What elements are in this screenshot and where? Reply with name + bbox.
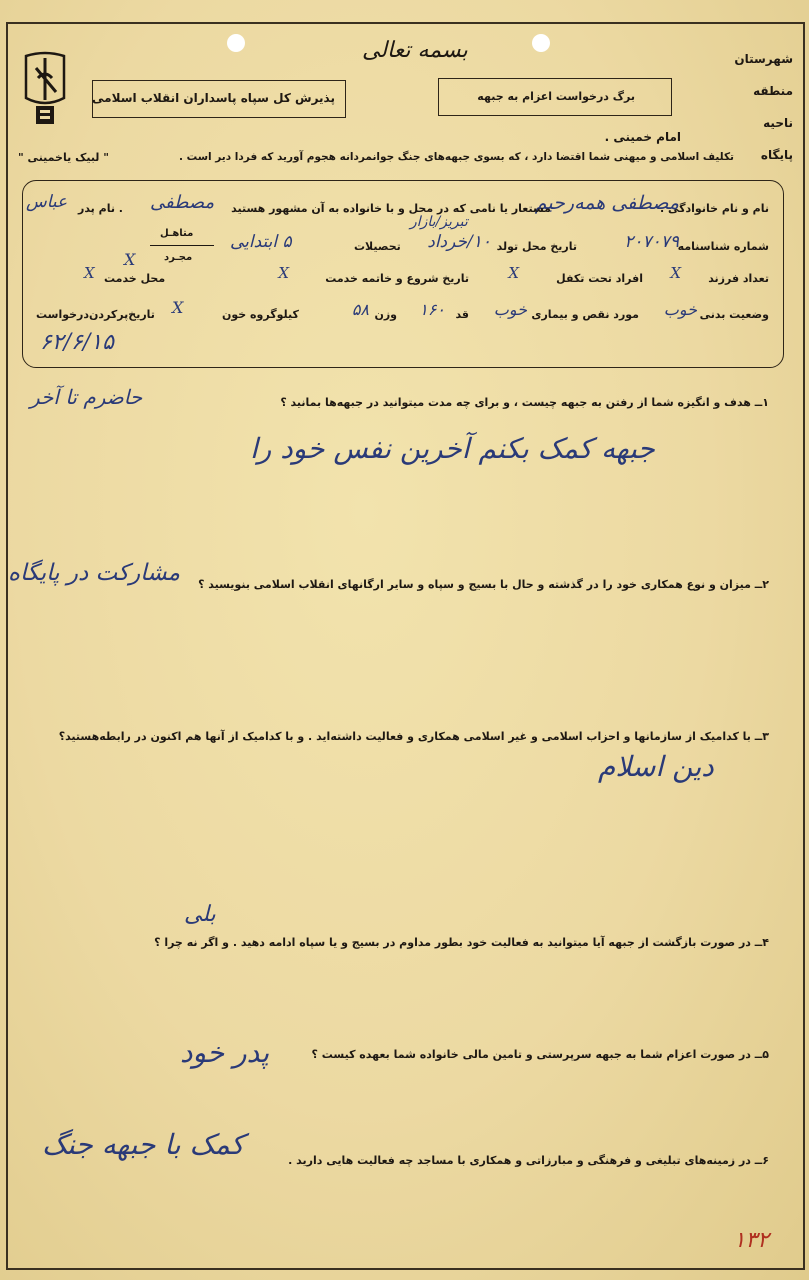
label-base: پایگاه (760, 148, 793, 162)
health-label: وضعیت بدنی (699, 308, 769, 321)
id-value: ۲۰۷۰۷۹ (624, 232, 679, 252)
marital-divider (150, 245, 214, 246)
slogan: " لبیک یاخمینی " (18, 151, 109, 164)
name-value: مصطفی همه‌رحیم (534, 192, 679, 214)
label-region: منطقه (753, 84, 793, 98)
defect-label: مورد نقص و بیماری (531, 308, 639, 321)
education-value: ۵ ابتدایی (230, 232, 292, 252)
health-value: خوب (663, 300, 697, 319)
height-label: قد (455, 308, 469, 321)
question-4: ۴ــ در صورت بازگشت از جبهه آیا میتوانید به فعالیت خود بطور مداوم در بسیج و یا سپاه ادامه دهید . و اگر نه چرا ؟ (154, 936, 769, 949)
father-value: عباس (26, 192, 68, 212)
weight-value: ۵۸ (351, 300, 369, 319)
blood-mark: X (172, 298, 184, 317)
service-dates-mark: X (278, 264, 289, 282)
label-district: ناحیه (763, 116, 793, 130)
question-1: ۱ــ هدف و انگیزه شما از رفتن به جبهه چیست ، و برای چه مدت میتوانید در جبهه‌ها بمانید ؟ (280, 396, 769, 409)
org-title: پذیرش کل سپاه پاسداران انقلاب اسلامی (92, 91, 335, 105)
label-city: شهرستان (734, 52, 793, 66)
birth-value: ۱۰/خرداد (427, 232, 491, 252)
marital-top: متاهـل (160, 228, 194, 239)
defect-value: خوب (493, 300, 527, 319)
name-label: نام و نام خانوادگی . (659, 202, 769, 215)
service-place-label: محل خدمت (104, 272, 166, 285)
dependents-label: افراد تحت تکفل (556, 272, 643, 285)
request-date-value: ۶۲/۶/۱۵ (40, 330, 114, 355)
education-label: تحصیلات (354, 240, 401, 253)
birthplace-value: تبریز/بازار (410, 214, 468, 230)
children-label: تعداد فرزند (708, 272, 769, 285)
question-2: ۲ــ میزان و نوع همکاری خود را در گذشته و حال با بسیج و سپاه و سایر ارگانهای انقلاب اسلامی بنویسید ؟ (198, 578, 769, 591)
birth-label: تاریخ محل تولد (496, 240, 577, 253)
answer-1a: حاضرم تا آخر (30, 385, 143, 409)
id-label: شماره شناسنامه (677, 240, 769, 253)
request-date-label: تاریخ‌پرکردن‌درخواست (36, 308, 155, 321)
irgc-emblem-icon (18, 48, 72, 132)
question-3: ۳ــ با کدامیک از سازمانها و احزاب اسلامی و غیر اسلامی همکاری و فعالیت داشته‌اید . و با کدامیک از آنها هم اکنون در رابطه‌هستید؟ (58, 730, 769, 743)
father-label: . نام پدر (78, 202, 123, 215)
alias-value: مصطفی (150, 192, 215, 213)
answer-5: پدر خود (180, 1036, 270, 1069)
answer-2: مشارکت در پایگاه (8, 560, 181, 586)
answer-1b: جبهه کمک بکنم آخرین نفس خود را (250, 432, 655, 465)
question-5: ۵ــ در صورت اعزام شما به جبهه سرپرستی و تامین مالی خانواده شما بعهده کیست ؟ (311, 1048, 769, 1061)
answer-6: کمک با جبهه جنگ (42, 1128, 245, 1161)
service-dates-label: تاریخ شروع و خاتمه خدمت (325, 272, 469, 285)
org-title-box (92, 80, 346, 118)
punch-hole (227, 34, 245, 52)
imam-label: امام خمینی . (604, 130, 681, 144)
marital-mark: X (124, 250, 136, 269)
answer-3: دین اسلام (598, 750, 714, 783)
form-title: برگ درخواست اعزام به جبهه (477, 90, 635, 103)
dependents-mark: X (508, 264, 519, 282)
blood-label: کیلوگروه خون (222, 308, 299, 321)
page-number: ۱۳۲ (733, 1228, 769, 1253)
alias-label: مستعار یا نامی که در محل و با خانواده به آن مشهور هستید (231, 202, 551, 215)
children-mark: X (670, 264, 681, 282)
question-6: ۶ــ در زمینه‌های تبلیغی و فرهنگی و مبارزاتی و همکاری با مساجد چه فعالیت هایی دارید . (288, 1154, 769, 1167)
intro-quote: تکلیف اسلامی و میهنی شما اقتضا دارد ، که بسوی جبهه‌های جنگ جوانمردانه هجوم آورید که فردا دیر است . (178, 151, 734, 163)
basmala: بسمه تعالی (362, 38, 468, 63)
weight-label: وزن (374, 308, 397, 321)
punch-hole (532, 34, 550, 52)
service-place-mark: X (84, 264, 95, 282)
form-title-box (438, 78, 672, 116)
answer-4: بلی (184, 902, 216, 927)
marital-bottom: مجـرد (164, 252, 193, 263)
height-value: ۱۶۰ (419, 300, 445, 319)
